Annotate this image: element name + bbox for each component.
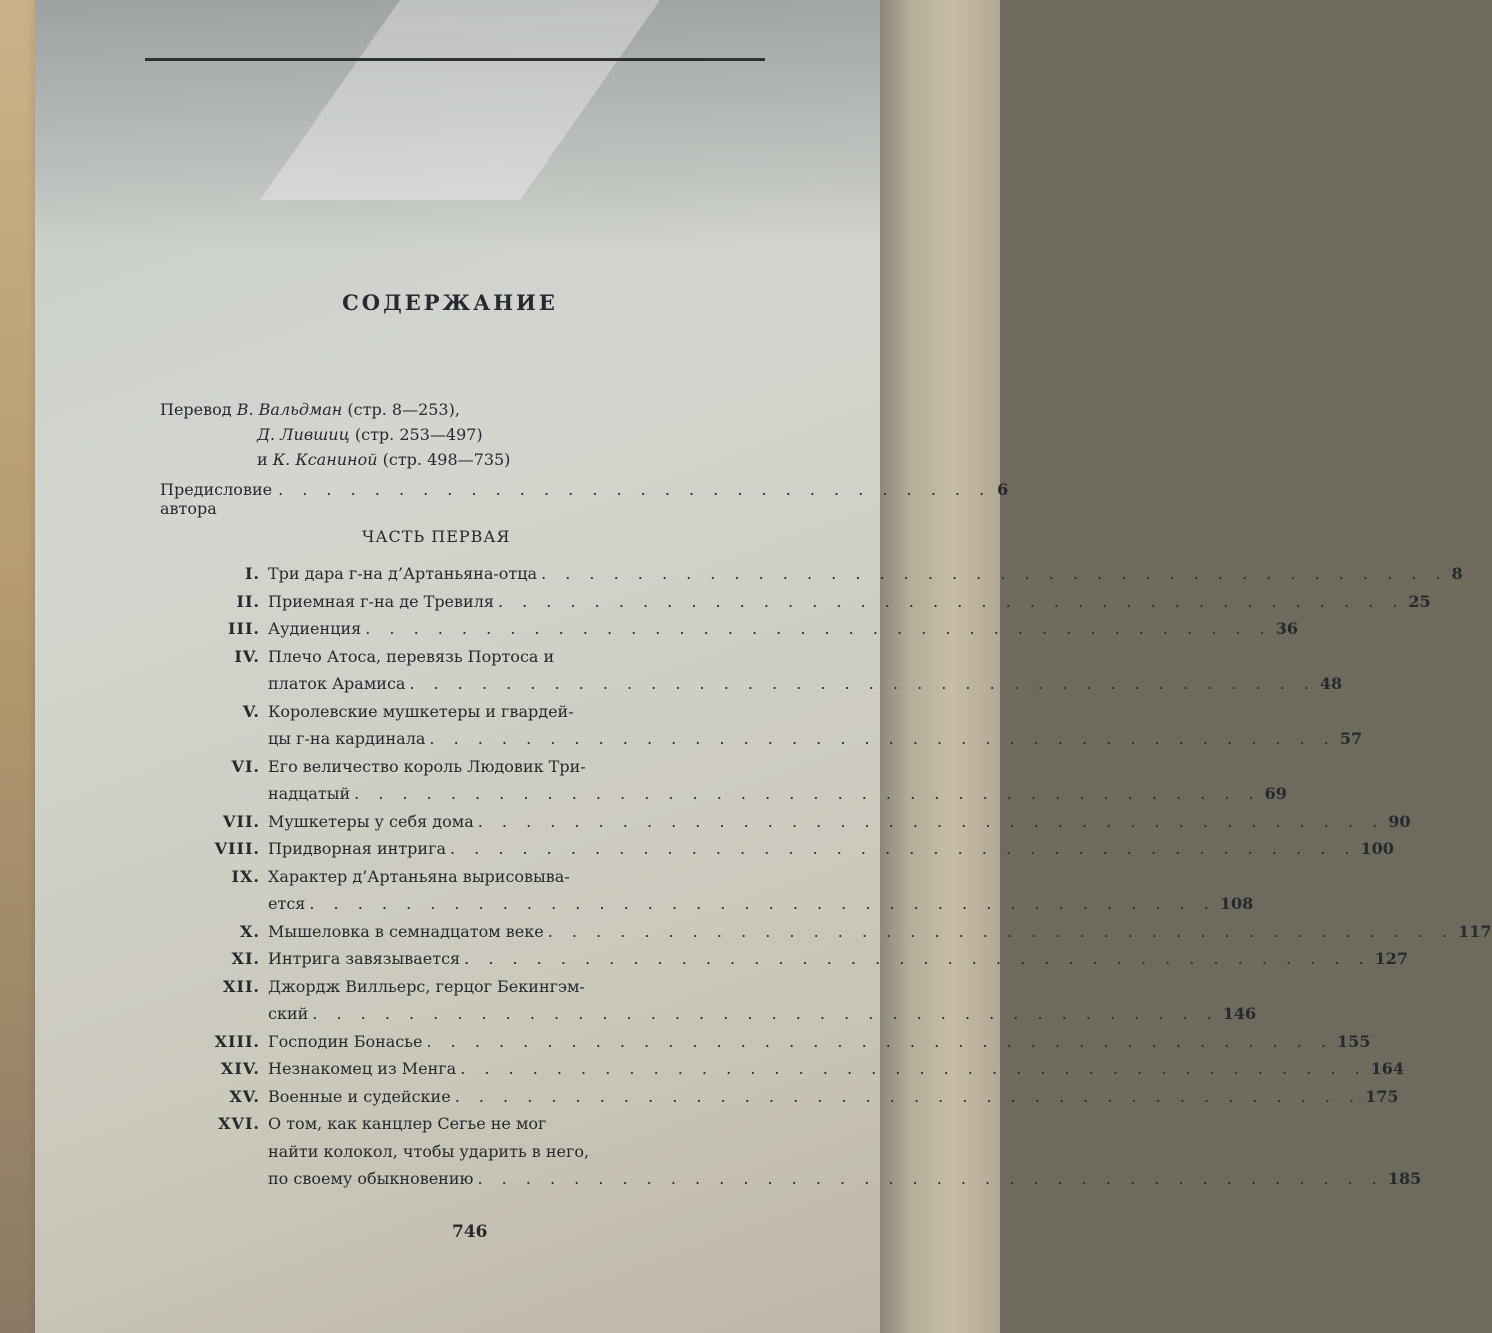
translator-line-3: [257, 450, 510, 469]
chapter-title-line: [268, 835, 1394, 863]
preface-page: 6: [997, 480, 1009, 499]
chapter-title-text: Господин Бонасье: [268, 1031, 423, 1051]
chapter-title-text: Придворная интрига: [268, 839, 446, 858]
chapter-page: 108: [1219, 894, 1254, 913]
chapter-page: 90: [1388, 811, 1411, 831]
preface-entry: [160, 480, 1009, 518]
chapter-page: 36: [1275, 619, 1298, 638]
chapter-entry: [195, 588, 1431, 616]
chapter-body: [268, 835, 1394, 863]
chapter-title-text: Королевские мушкетеры и гвардей-: [268, 701, 574, 721]
chapter-title-line: [268, 560, 1463, 588]
chapter-body: [268, 560, 1463, 588]
chapter-number: X.: [240, 921, 260, 941]
chapter-entry: [195, 973, 1257, 1028]
chapter-page: 164: [1370, 1059, 1405, 1078]
chapter-title-text: ский: [268, 1004, 309, 1023]
chapter-title-line: [268, 1083, 1399, 1111]
chapter-title-text: О том, как канцлер Сегье не мог: [268, 1114, 547, 1133]
chapter-body: [268, 945, 1408, 973]
leader-dots: . . . . . . . . . . . . . . . . . . . . . . . . . . . . . . . . . . . . . .: [426, 1031, 1333, 1051]
leader-dots: . . . . . . . . . . . . . . . . . . . . . . . . . . . . . . . . . . . . . .: [460, 1059, 1367, 1078]
chapter-title-line: [268, 698, 705, 726]
chapter-number: VI.: [231, 756, 260, 776]
chapter-page: 185: [1387, 1169, 1422, 1188]
chapter-number: XIII.: [214, 1031, 260, 1051]
chapter-title-text: Военные и судейские: [268, 1086, 451, 1106]
leader-dots: . . . . . . . . . . . . . . . . . . . . . . . . . . . . . . . . . . . . . .: [547, 921, 1455, 941]
chapter-page: 48: [1319, 674, 1343, 693]
page-number: 746: [452, 1222, 488, 1242]
leader-dots: . . . . . . . . . . . . . . . . . . . . . . . . . . . . . . . . . . . . . .: [477, 811, 1385, 831]
chapter-title-line: [268, 670, 1343, 698]
chapter-title-line: [268, 1028, 1371, 1056]
chapter-title-text: Приемная г-на де Тревиля: [268, 591, 494, 611]
chapter-body: [268, 1028, 1371, 1056]
leader-dots: . . . . . . . . . . . . . . . . . . . . . . . . . . . . . . . . . . . . . .: [309, 894, 1216, 913]
chapter-title-text: ется: [268, 894, 306, 913]
leader-dots: . . . . . . . . . . . . . . . . . . . . . . . . . . . . . . . . . . . . . .: [497, 591, 1405, 611]
chapter-number: XI.: [231, 949, 260, 968]
leader-dots: . . . . . . . . . . . . . . . . . . . . . . . . . . . . . .: [278, 480, 992, 499]
chapter-entry: [195, 1055, 1405, 1083]
leader-dots: . . . . . . . . . . . . . . . . . . . . . . . . . . . . . . . . . . . . . .: [477, 1169, 1384, 1188]
chapter-title-text: Три дара г-на д’Артаньяна-отца: [268, 564, 538, 583]
chapter-body: [268, 615, 1298, 643]
chapter-title-text: платок Арамиса: [268, 674, 406, 693]
leader-dots: . . . . . . . . . . . . . . . . . . . . . . . . . . . . . . . . . . . . . .: [429, 729, 1336, 748]
chapter-title-line: [268, 725, 1363, 753]
leader-dots: . . . . . . . . . . . . . . . . . . . . . . . . . . . . . . . . . . . . . .: [365, 619, 1272, 638]
chapter-page: 175: [1365, 1086, 1399, 1106]
chapter-entry: [195, 863, 1254, 918]
chapter-title-line: [268, 780, 1287, 808]
chapter-number: V.: [242, 701, 260, 721]
chapter-title-text: Аудиенция: [268, 619, 362, 638]
chapter-title-line: [268, 1165, 1422, 1193]
translator-prefix: Перевод: [160, 400, 232, 419]
chapter-title-text: цы г-на кардинала: [268, 729, 426, 748]
chapter-title-line: [268, 1055, 1405, 1083]
chapter-title-line: [268, 945, 1408, 973]
chapter-title-text: Его величество король Людовик Три-: [268, 756, 586, 776]
leader-dots: . . . . . . . . . . . . . . . . . . . . . . . . . . . . . . . . . . . . . .: [354, 784, 1261, 803]
translator-line-2: [257, 425, 483, 444]
chapter-title-line: [268, 643, 705, 671]
chapter-list: [195, 560, 1492, 1193]
translator-name: В. Вальдман: [236, 400, 343, 419]
chapter-number: IV.: [234, 646, 260, 666]
chapter-page: 146: [1222, 1004, 1257, 1023]
chapter-entry: [195, 945, 1408, 973]
leader-dots: . . . . . . . . . . . . . . . . . . . . . . . . . . . . . . . . . . . . . .: [454, 1086, 1362, 1106]
chapter-body: [268, 973, 1257, 1028]
chapter-title-line: [268, 588, 1431, 616]
chapter-body: [268, 918, 1492, 946]
chapter-title-line: [268, 890, 1254, 918]
chapter-title-line: [268, 615, 1298, 643]
chapter-number: VII.: [223, 811, 260, 831]
contents-heading: СОДЕРЖАНИЕ: [342, 290, 558, 315]
chapter-number: XIV.: [220, 1059, 260, 1078]
chapter-body: [268, 1083, 1399, 1111]
chapter-title-line: [268, 808, 1411, 836]
translator-pages: (стр. 498—735): [382, 450, 511, 469]
chapter-entry: [195, 918, 1492, 946]
chapter-body: [268, 698, 1363, 753]
chapter-entry: [195, 560, 1463, 588]
leader-dots: . . . . . . . . . . . . . . . . . . . . . . . . . . . . . . . . . . . . . .: [464, 949, 1371, 968]
chapter-page: 100: [1360, 839, 1394, 858]
chapter-number: VIII.: [214, 839, 260, 858]
leader-dots: . . . . . . . . . . . . . . . . . . . . . . . . . . . . . . . . . . . . . .: [312, 1004, 1219, 1023]
chapter-entry: [195, 698, 1363, 753]
chapter-title-text: по своему обыкновению: [268, 1169, 474, 1188]
chapter-title-line: [268, 863, 705, 891]
chapter-title-text: Джордж Вилльерс, герцог Бекингэм-: [268, 976, 585, 996]
chapter-page: 57: [1339, 729, 1363, 748]
chapter-page: 69: [1264, 784, 1287, 803]
chapter-title-text: надцатый: [268, 784, 351, 803]
chapter-entry: [195, 753, 1287, 808]
chapter-entry: [195, 1083, 1399, 1111]
chapter-page: 117: [1458, 921, 1492, 941]
chapter-title-line: [268, 1138, 705, 1166]
chapter-number: XV.: [229, 1086, 260, 1106]
chapter-title-text: Характер д’Артаньяна вырисовыва-: [268, 866, 570, 886]
chapter-title-text: Незнакомец из Менга: [268, 1059, 457, 1078]
chapter-title-text: Интрига завязывается: [268, 949, 461, 968]
chapter-body: [268, 588, 1431, 616]
chapter-number: XII.: [223, 976, 260, 996]
chapter-title-text: Плечо Атоса, перевязь Портоса и: [268, 646, 555, 666]
chapter-body: [268, 1110, 1422, 1193]
leader-dots: . . . . . . . . . . . . . . . . . . . . . . . . . . . . . . . . . . . . . .: [541, 564, 1448, 583]
chapter-page: 25: [1408, 591, 1431, 611]
chapter-number: II.: [236, 591, 260, 611]
translator-prefix: и: [257, 450, 268, 469]
chapter-page: 155: [1336, 1031, 1371, 1051]
chapter-number: I.: [244, 564, 260, 583]
translator-name: К. Ксаниной: [272, 450, 378, 469]
chapter-title-text: Мушкетеры у себя дома: [268, 811, 474, 831]
chapter-entry: [195, 643, 1343, 698]
translator-pages: (стр. 253—497): [354, 425, 483, 444]
chapter-entry: [195, 1028, 1371, 1056]
chapter-body: [268, 1055, 1405, 1083]
chapter-entry: [195, 1110, 1422, 1193]
chapter-title-line: [268, 973, 705, 1001]
chapter-title-line: [268, 1000, 1257, 1028]
chapter-number: IX.: [231, 866, 260, 886]
chapter-title-line: [268, 918, 1492, 946]
chapter-title-text: Мышеловка в семнадцатом веке: [268, 921, 544, 941]
leader-dots: . . . . . . . . . . . . . . . . . . . . . . . . . . . . . . . . . . . . . .: [409, 674, 1316, 693]
chapter-body: [268, 643, 1343, 698]
chapter-body: [268, 863, 1254, 918]
chapter-title-line: [268, 753, 705, 781]
chapter-entry: [195, 808, 1411, 836]
chapter-page: 127: [1374, 949, 1408, 968]
chapter-title-text: найти колокол, чтобы ударить в него,: [268, 1141, 590, 1161]
chapter-body: [268, 753, 1287, 808]
translator-name: Д. Лившиц: [257, 425, 350, 444]
chapter-page: 8: [1451, 564, 1463, 583]
leader-dots: . . . . . . . . . . . . . . . . . . . . . . . . . . . . . . . . . . . . . .: [449, 839, 1357, 858]
preface-title: Предисловие автора: [160, 480, 273, 518]
chapter-title-line: [268, 1110, 705, 1138]
translator-pages: (стр. 8—253),: [347, 400, 460, 419]
chapter-body: [268, 808, 1411, 836]
chapter-number: XVI.: [218, 1114, 260, 1133]
chapter-number: III.: [227, 619, 260, 638]
part-title: ЧАСТЬ ПЕРВАЯ: [362, 527, 511, 546]
translator-line-1: [160, 400, 460, 419]
chapter-entry: [195, 835, 1394, 863]
chapter-entry: [195, 615, 1298, 643]
